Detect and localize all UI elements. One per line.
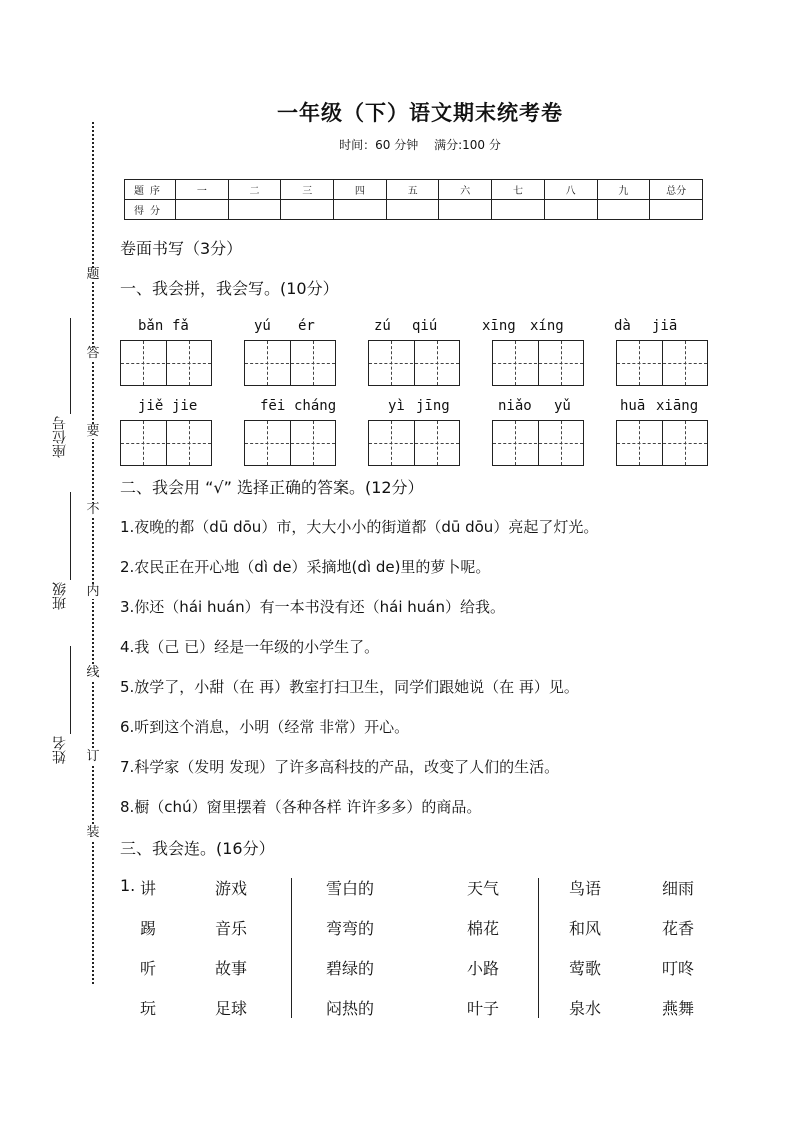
score-col: 二 (228, 180, 281, 200)
class-field[interactable] (50, 492, 72, 622)
match-item[interactable]: 棉花 (467, 919, 500, 938)
score-col: 三 (281, 180, 334, 200)
match-item[interactable]: 鸟语 (569, 879, 602, 898)
match-item[interactable]: 听 (140, 959, 157, 978)
score-cell[interactable] (228, 200, 281, 220)
pinyin-syllable: xiāng (656, 398, 699, 414)
pinyin-syllable: jīng (416, 398, 450, 414)
page-title: 一年级（下）语文期末统考卷 (277, 101, 563, 125)
score-cell[interactable] (281, 200, 334, 220)
tianzige-box[interactable] (616, 340, 708, 386)
seal-char: 答 (86, 346, 100, 361)
pinyin-syllable: yì (388, 398, 405, 414)
match-item[interactable]: 弯弯的 (326, 919, 375, 938)
score-cell[interactable] (544, 200, 597, 220)
class-label: 班级 (52, 582, 68, 610)
seal-char: 装 (86, 825, 100, 840)
match-item[interactable]: 碧绿的 (326, 959, 375, 978)
score-cell[interactable] (650, 200, 703, 220)
pinyin-syllable: yǔ (554, 398, 571, 414)
score-table-row-label: 得分 (125, 200, 176, 220)
pinyin-syllable: dà (614, 318, 631, 334)
match-item[interactable]: 足球 (215, 999, 248, 1018)
seal-char: 要 (86, 424, 100, 439)
match-item[interactable]: 和风 (569, 919, 602, 938)
score-cell[interactable] (439, 200, 492, 220)
section-handwriting: 卷面书写（3分） (120, 239, 243, 258)
pinyin-syllable: huā (620, 398, 646, 414)
seal-char: 内 (86, 584, 100, 599)
choice-question[interactable]: 2.农民正在开心地（dì de）采摘地(dì de)里的萝卜呢。 (120, 558, 491, 576)
score-col: 八 (544, 180, 597, 200)
pinyin-syllable: qiú (412, 318, 438, 334)
tianzige-box[interactable] (492, 420, 584, 466)
exam-time: 时间：60 分钟 (339, 138, 419, 152)
class-line (70, 492, 71, 580)
seal-char: 不 (86, 502, 100, 517)
score-table (124, 179, 703, 220)
pinyin-syllable: jiě (138, 398, 164, 414)
match-item[interactable]: 细雨 (662, 879, 695, 898)
name-label: 姓名 (52, 736, 68, 764)
tianzige-box[interactable] (120, 420, 212, 466)
seal-char: 题 (86, 267, 100, 282)
match-item[interactable]: 故事 (215, 959, 248, 978)
choice-question[interactable]: 3.你还（hái huán）有一本书没有还（hái huán）给我。 (120, 598, 506, 616)
match-number: 1. (120, 876, 136, 895)
score-table-row-label: 题序 (125, 180, 176, 200)
pinyin-syllable: xīng (482, 318, 516, 334)
match-item[interactable]: 雪白的 (326, 879, 375, 898)
score-col: 七 (492, 180, 545, 200)
match-item[interactable]: 叶子 (467, 999, 500, 1018)
pinyin-syllable: jie (172, 398, 198, 414)
score-cell[interactable] (334, 200, 387, 220)
tianzige-box[interactable] (244, 420, 336, 466)
seal-char: 线 (86, 665, 100, 680)
pinyin-syllable: yú (254, 318, 271, 334)
match-item[interactable]: 讲 (140, 879, 157, 898)
match-divider (291, 878, 292, 1018)
score-cell[interactable] (176, 200, 229, 220)
pinyin-syllable: bǎn (138, 318, 164, 334)
seat-number-field[interactable] (50, 318, 72, 468)
pinyin-syllable: xíng (530, 318, 564, 334)
score-table-score-row (125, 200, 703, 220)
match-item[interactable]: 莺歌 (569, 959, 602, 978)
score-col: 一 (176, 180, 229, 200)
score-cell[interactable] (492, 200, 545, 220)
score-col: 六 (439, 180, 492, 200)
choice-question[interactable]: 6.听到这个消息，小明（经常 非常）开心。 (120, 718, 410, 736)
score-col: 总分 (650, 180, 703, 200)
score-table-header-row (125, 180, 703, 200)
match-item[interactable]: 叮咚 (662, 959, 695, 978)
binding-dotted-line (92, 122, 94, 984)
pinyin-syllable: cháng (294, 398, 337, 414)
match-item[interactable]: 天气 (467, 879, 500, 898)
match-item[interactable]: 泉水 (569, 999, 602, 1018)
tianzige-box[interactable] (244, 340, 336, 386)
tianzige-box[interactable] (368, 420, 460, 466)
seat-number-label: 座位号 (52, 416, 68, 458)
score-col: 四 (334, 180, 387, 200)
match-item[interactable]: 游戏 (215, 879, 248, 898)
pinyin-syllable: fǎ (172, 318, 189, 334)
match-item[interactable]: 音乐 (215, 919, 248, 938)
match-item[interactable]: 闷热的 (326, 999, 375, 1018)
choice-question[interactable]: 5.放学了，小甜（在 再）教室打扫卫生，同学们跟她说（在 再）见。 (120, 678, 579, 696)
pinyin-syllable: ér (298, 318, 315, 334)
choice-question[interactable]: 1.夜晚的都（dū dōu）市，大大小小的街道都（dū dōu）亮起了灯光。 (120, 518, 599, 536)
score-col: 九 (597, 180, 650, 200)
seal-char: 订 (86, 749, 100, 764)
choice-question[interactable]: 7.科学家（发明 发现）了许多高科技的产品，改变了人们的生活。 (120, 758, 560, 776)
tianzige-box[interactable] (368, 340, 460, 386)
tianzige-box[interactable] (120, 340, 212, 386)
choice-question[interactable]: 4.我（己 已）经是一年级的小学生了。 (120, 638, 380, 656)
pinyin-syllable: fēi (260, 398, 286, 414)
section-2-heading: 二、我会用 “√” 选择正确的答案。(12分） (120, 478, 424, 497)
exam-info (0, 136, 794, 153)
pinyin-syllable: jiā (652, 318, 678, 334)
exam-full-score: 满分:100 分 (434, 138, 501, 152)
match-item[interactable]: 小路 (467, 959, 500, 978)
match-item[interactable]: 玩 (140, 999, 157, 1018)
pinyin-syllable: niǎo (498, 398, 532, 414)
tianzige-box[interactable] (616, 420, 708, 466)
section-3-heading: 三、我会连。(16分） (120, 839, 275, 858)
match-item[interactable]: 踢 (140, 919, 157, 938)
choice-question[interactable]: 8.橱（chú）窗里摆着（各种各样 许许多多）的商品。 (120, 798, 482, 816)
seat-number-line (70, 318, 71, 414)
score-cell[interactable] (597, 200, 650, 220)
score-col: 五 (386, 180, 439, 200)
score-cell[interactable] (386, 200, 439, 220)
pinyin-syllable: zú (374, 318, 391, 334)
name-field[interactable] (50, 646, 72, 770)
match-item[interactable]: 燕舞 (662, 999, 695, 1018)
match-divider (538, 878, 539, 1018)
name-line (70, 646, 71, 734)
section-1-heading: 一、我会拼，我会写。(10分） (120, 279, 339, 298)
match-item[interactable]: 花香 (662, 919, 695, 938)
tianzige-box[interactable] (492, 340, 584, 386)
